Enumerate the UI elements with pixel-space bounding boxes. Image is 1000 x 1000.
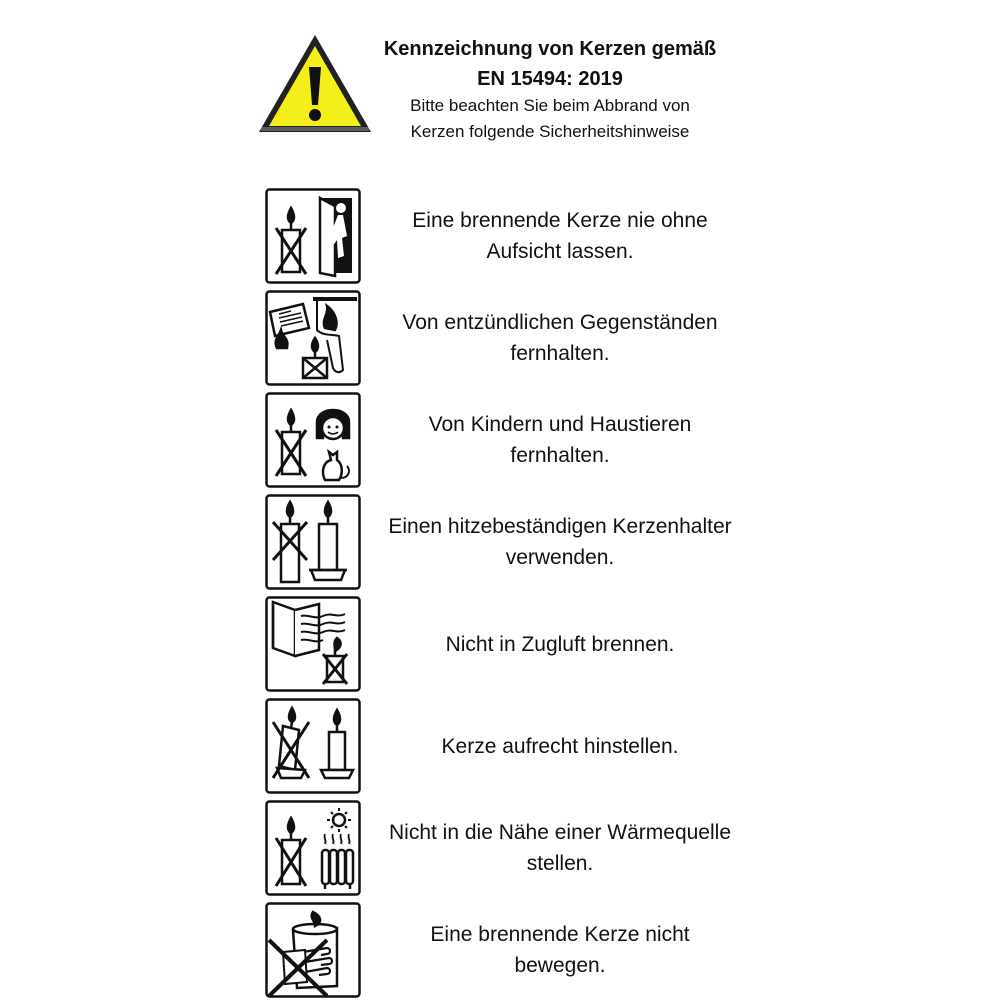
rule-text: Von entzündlichen Gegenständen fernhalten. <box>402 311 718 365</box>
rule-text: Nicht in Zugluft brennen. <box>445 632 675 656</box>
rule-text: Von Kindern und Haustieren fernhalten. <box>428 413 692 467</box>
rule-row <box>0 596 1000 692</box>
children-pets-icon <box>265 392 361 488</box>
rule-text: Einen hitzebeständigen Kerzenhalter verwenden. <box>388 515 732 569</box>
rule-row <box>0 188 1000 284</box>
flammable-objects-icon <box>265 290 361 386</box>
warning-triangle-icon <box>257 33 373 135</box>
rule-text: Nicht in die Nähe einer Wärmequelle stellen. <box>389 821 731 875</box>
subtitle: Bitte beachten Sie beim Abbrand von Kerzen folgende Sicherheitshinweise <box>410 96 690 141</box>
heat-resistant-holder-icon <box>265 494 361 590</box>
upright-candle-icon <box>265 698 361 794</box>
page-title: Kennzeichnung von Kerzen gemäß <box>383 38 717 60</box>
norm-reference: EN 15494: 2019 <box>477 68 623 90</box>
rule-row <box>0 902 1000 998</box>
rule-text: Kerze aufrecht hinstellen. <box>441 734 679 758</box>
rule-text: Eine brennende Kerze nicht bewegen. <box>430 923 690 977</box>
rule-row <box>0 392 1000 488</box>
do-not-move-icon <box>265 902 361 998</box>
unattended-candle-icon <box>265 188 361 284</box>
rule-row <box>0 698 1000 794</box>
header <box>360 33 740 145</box>
heat-source-icon <box>265 800 361 896</box>
rule-row <box>0 494 1000 590</box>
rule-row <box>0 800 1000 896</box>
rule-text: Eine brennende Kerze nie ohne Aufsicht lassen. <box>412 209 708 263</box>
draught-icon <box>265 596 361 692</box>
rule-row <box>0 290 1000 386</box>
